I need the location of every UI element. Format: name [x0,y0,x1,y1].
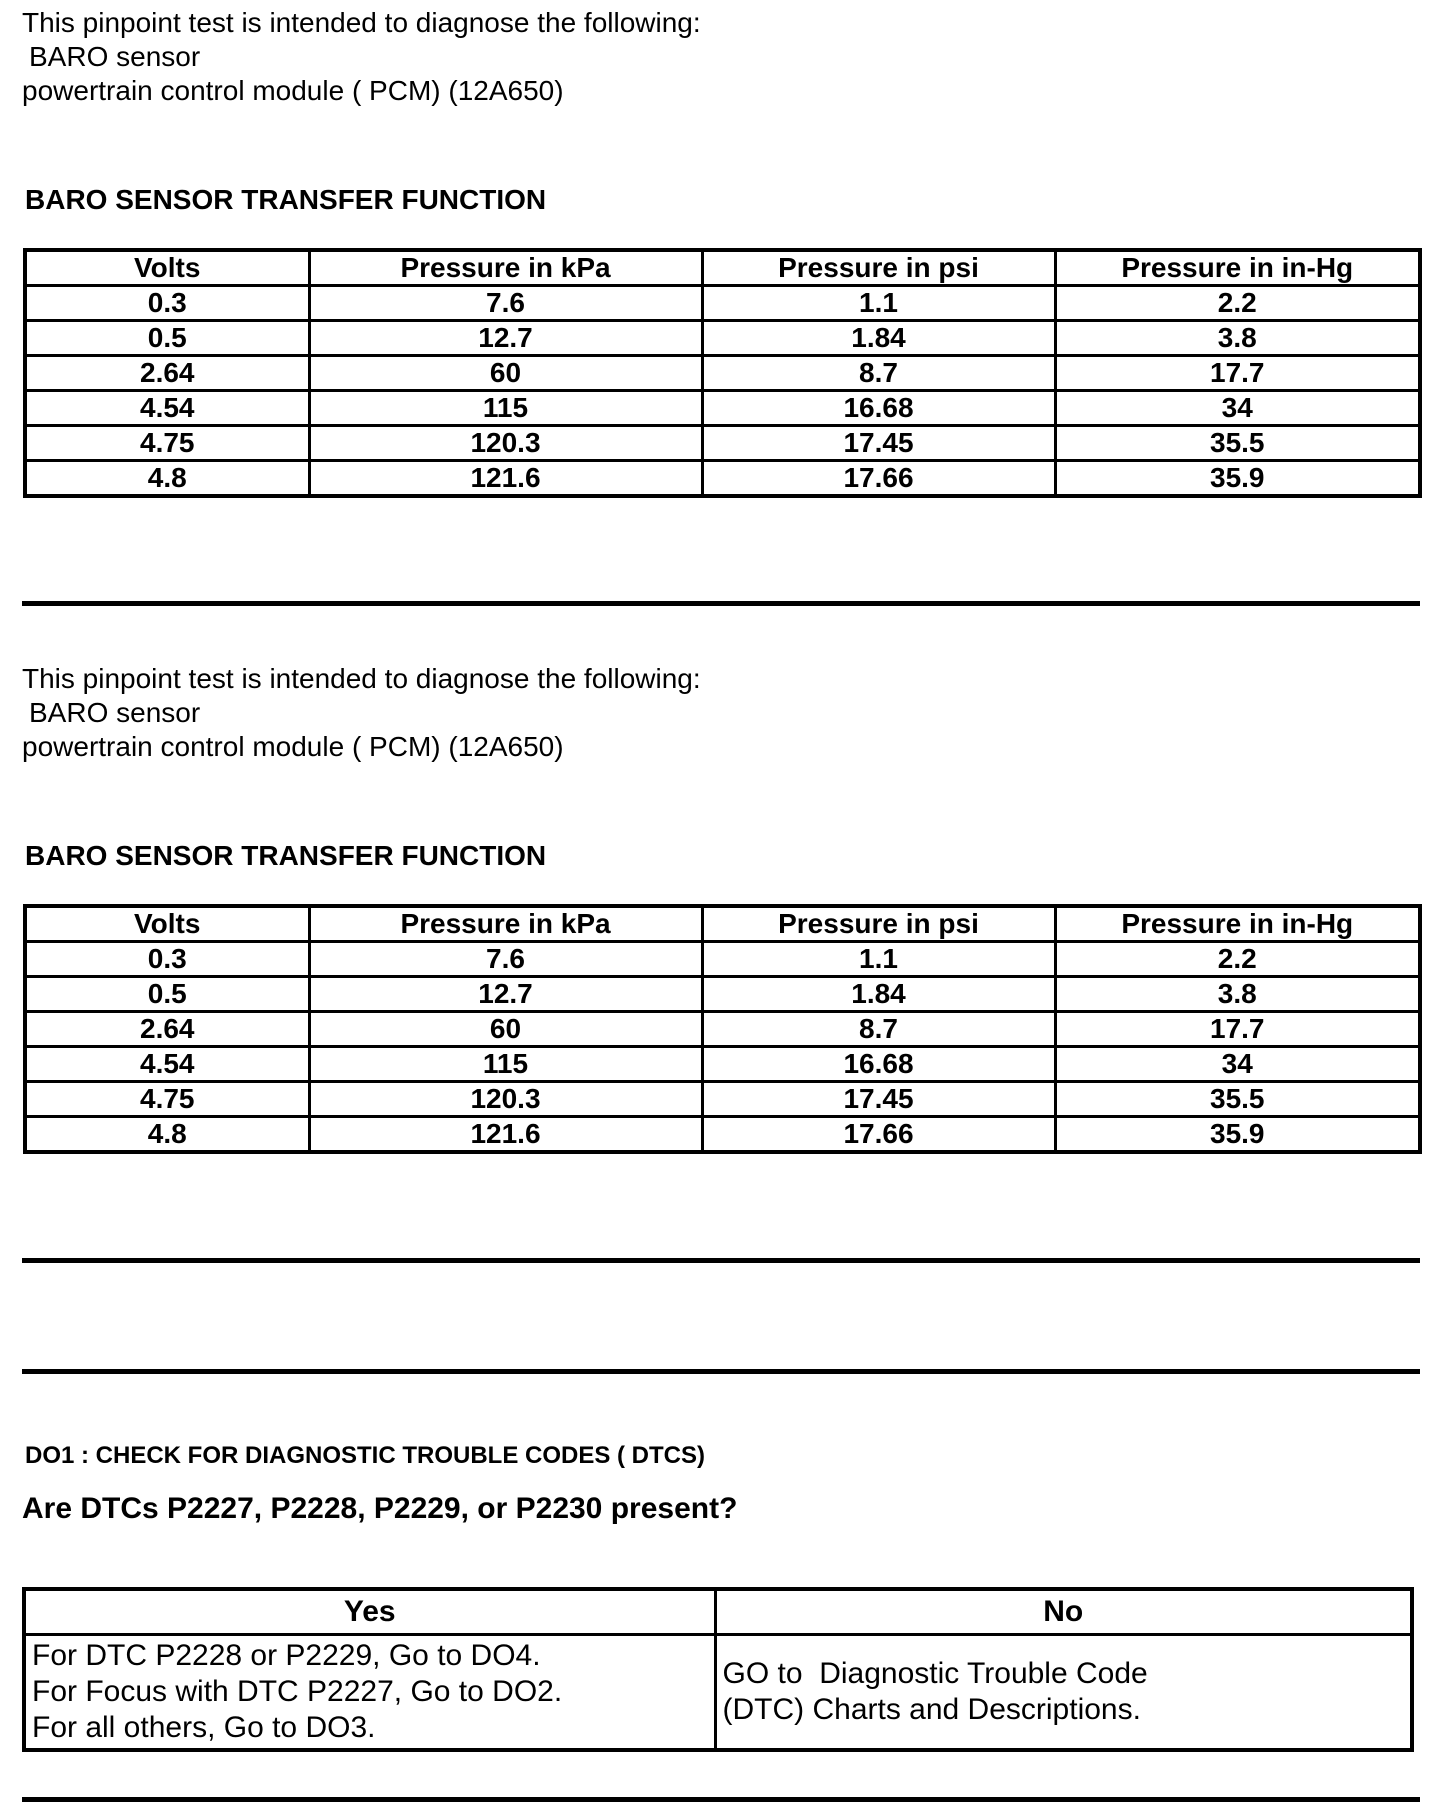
intro-line: powertrain control module ( PCM) (12A650) [22,731,564,762]
table-cell: 16.68 [702,391,1055,426]
table-cell: 120.3 [309,1082,702,1117]
intro-text-1 [22,6,701,108]
table-header-row [25,906,1420,942]
table-cell: 34 [1055,391,1420,426]
table-cell: 2.2 [1055,942,1420,977]
no-header: No [715,1589,1412,1635]
header-cell: Pressure in psi [702,906,1055,942]
divider-rule [22,601,1420,606]
intro-text-2 [22,662,701,764]
table-cell: 4.54 [25,1047,309,1082]
table-row [25,426,1420,461]
header-cell: Pressure in kPa [309,250,702,286]
table-row [25,321,1420,356]
table-cell: 4.75 [25,426,309,461]
no-cell [715,1635,1412,1751]
table-cell: 7.6 [309,286,702,321]
divider-rule [22,1258,1420,1263]
divider-rule [22,1797,1420,1802]
table-cell: 0.3 [25,286,309,321]
header-cell: Volts [25,250,309,286]
yes-cell [24,1635,715,1751]
yes-line: For all others, Go to DO3. [32,1711,376,1744]
table-cell: 17.66 [702,1117,1055,1153]
table-cell: 17.7 [1055,1012,1420,1047]
table-cell: 7.6 [309,942,702,977]
header-cell: Pressure in kPa [309,906,702,942]
table-cell: 115 [309,391,702,426]
table-cell: 8.7 [702,356,1055,391]
table-cell: 17.7 [1055,356,1420,391]
table-cell: 1.1 [702,942,1055,977]
table-row [25,356,1420,391]
table-cell: 4.8 [25,1117,309,1153]
table-row [25,461,1420,497]
table-row [25,391,1420,426]
table-cell: 120.3 [309,426,702,461]
table-cell: 1.84 [702,321,1055,356]
table-row [25,1082,1420,1117]
table-cell: 2.64 [25,1012,309,1047]
table-cell: 0.5 [25,977,309,1012]
table-cell: 115 [309,1047,702,1082]
table-row [25,286,1420,321]
table-cell: 34 [1055,1047,1420,1082]
transfer-function-table-2 [23,904,1422,1154]
table-cell: 2.2 [1055,286,1420,321]
table-header-row [25,250,1420,286]
table-cell: 0.5 [25,321,309,356]
header-cell: Pressure in in-Hg [1055,906,1420,942]
table-cell: 12.7 [309,321,702,356]
yes-line: For DTC P2228 or P2229, Go to DO4. [32,1639,541,1672]
yes-header: Yes [24,1589,715,1635]
table-cell: 35.9 [1055,1117,1420,1153]
table-cell: 3.8 [1055,977,1420,1012]
yes-no-table [22,1587,1414,1752]
intro-line: This pinpoint test is intended to diagnose the following: [22,7,701,38]
yes-line: For Focus with DTC P2227, Go to DO2. [32,1675,563,1708]
table-cell: 121.6 [309,461,702,497]
table-cell: 60 [309,1012,702,1047]
table-cell: 2.64 [25,356,309,391]
intro-line: BARO sensor [29,41,201,72]
intro-line: BARO sensor [29,697,201,728]
table-cell: 1.1 [702,286,1055,321]
table-cell: 17.45 [702,426,1055,461]
table-cell: 60 [309,356,702,391]
do1-title: DO1 : CHECK FOR DIAGNOSTIC TROUBLE CODES ( DTCS) [25,1442,706,1469]
table-row [25,977,1420,1012]
table-cell: 16.68 [702,1047,1055,1082]
yes-no-row [24,1635,1412,1751]
table-row [25,1012,1420,1047]
yes-no-header-row [24,1589,1412,1635]
table-title-2: BARO SENSOR TRANSFER FUNCTION [25,840,547,871]
table-cell: 4.75 [25,1082,309,1117]
table-cell: 4.54 [25,391,309,426]
transfer-function-table-1 [23,248,1422,498]
table-cell: 35.5 [1055,426,1420,461]
table-cell: 17.45 [702,1082,1055,1117]
header-cell: Pressure in in-Hg [1055,250,1420,286]
table-cell: 35.5 [1055,1082,1420,1117]
table-cell: 3.8 [1055,321,1420,356]
no-line: (DTC) Charts and Descriptions. [722,1693,1141,1726]
table-row [25,1047,1420,1082]
do1-question: Are DTCs P2227, P2228, P2229, or P2230 present? [22,1492,738,1525]
divider-rule [22,1369,1420,1374]
table-row [25,942,1420,977]
intro-line: This pinpoint test is intended to diagnose the following: [22,663,701,694]
table-cell: 0.3 [25,942,309,977]
header-cell: Pressure in psi [702,250,1055,286]
table-cell: 12.7 [309,977,702,1012]
table-row [25,1117,1420,1153]
table-cell: 121.6 [309,1117,702,1153]
table-cell: 1.84 [702,977,1055,1012]
table-cell: 8.7 [702,1012,1055,1047]
header-cell: Volts [25,906,309,942]
table-title-1: BARO SENSOR TRANSFER FUNCTION [25,184,547,215]
no-line: GO to Diagnostic Trouble Code [722,1657,1148,1690]
table-cell: 4.8 [25,461,309,497]
table-cell: 35.9 [1055,461,1420,497]
table-cell: 17.66 [702,461,1055,497]
intro-line: powertrain control module ( PCM) (12A650) [22,75,564,106]
